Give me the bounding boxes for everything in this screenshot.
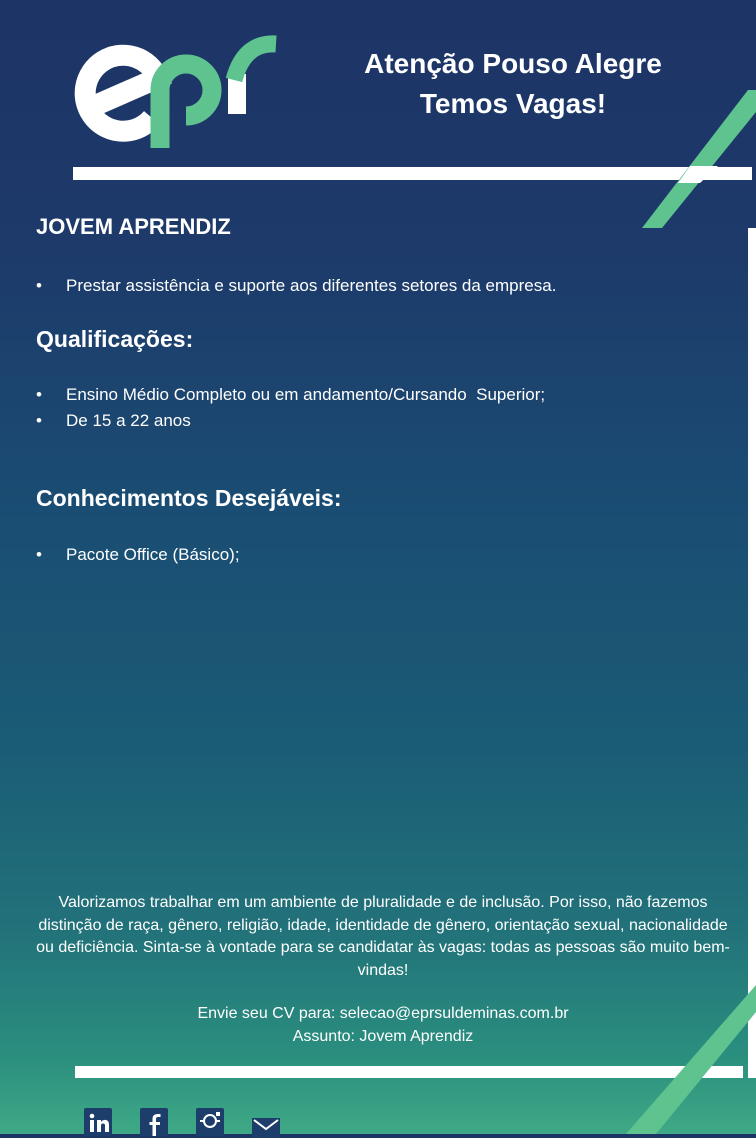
desired-skills-heading: Conhecimentos Desejáveis: (36, 485, 342, 511)
bullet-icon: • (36, 545, 42, 564)
diversity-statement: Valorizamos trabalhar em um ambiente de pluralidade e de inclusão. Por isso, não fazemos distinção de raça, gênero, religião, idade, identidade de gênero, orientação sexual, nacionalidade ou deficiência. Sinta-se à vontade para se candidatar às vagas: todas as pessoas são muito bem-vindas! (36, 894, 730, 979)
desired-skills-list (36, 542, 240, 568)
duties-list (36, 273, 556, 299)
list-item: • Ensino Médio Completo ou em andamento/Cursando Superior; (36, 382, 545, 408)
list-item: • Pacote Office (Básico); (36, 542, 240, 568)
right-border-line (748, 228, 756, 1078)
list-item: • Prestar assistência e suporte aos diferentes setores da empresa. (36, 273, 556, 299)
bottom-divider-bar (75, 1066, 743, 1078)
headline (330, 44, 696, 124)
bullet-icon: • (36, 276, 42, 295)
qualifications-list (36, 382, 545, 434)
job-title: JOVEM APRENDIZ (36, 214, 231, 239)
epr-logo (68, 30, 280, 150)
top-divider-bar (73, 167, 752, 180)
contact-info (130, 1003, 636, 1048)
bullet-icon: • (36, 411, 42, 430)
contact-subject: Assunto: Jovem Aprendiz (292, 1027, 474, 1045)
contact-email[interactable]: Envie seu CV para: selecao@eprsuldeminas.com.br (197, 1005, 569, 1022)
bullet-icon: • (36, 385, 42, 404)
headline-line-1: Atenção Pouso Alegre (364, 48, 662, 79)
headline-line-2: Temos Vagas! (419, 88, 607, 119)
qualifications-heading: Qualificações: (36, 326, 194, 352)
list-item: • De 15 a 22 anos (36, 408, 545, 434)
